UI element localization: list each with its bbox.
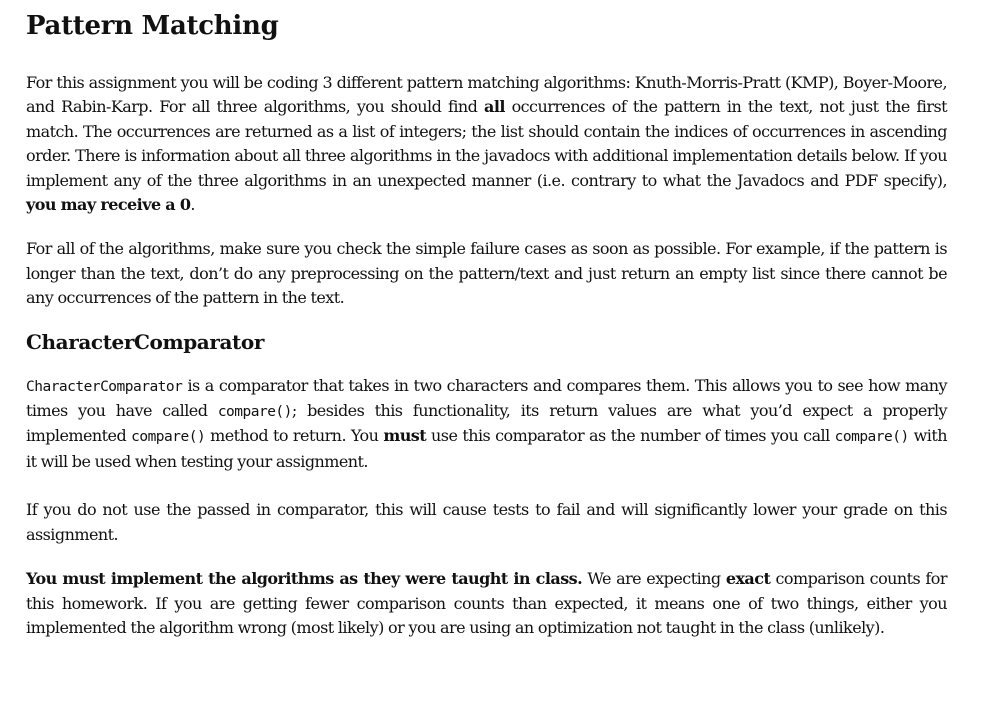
intro-bold-warning: you may receive a 0 [26, 195, 191, 215]
failure-cases-paragraph: For all of the algorithms, make sure you check the simple failure cases as soon as possible. For example, if the pattern is longer than the text, don’t do any preprocessing on the pattern/text and just return an empty list since there cannot be any occurrences of the pattern in the text. [26, 239, 947, 308]
passed-comparator-paragraph: If you do not use the passed in comparator, this will cause tests to fail and will significantly lower your grade on this assignment. [26, 500, 947, 544]
comparator-text-1: is a comparator that takes in two characters and compares them. This allows you to see how many times you have called [26, 375, 947, 421]
comparator-paragraph [26, 374, 947, 475]
exact-counts-paragraph [26, 567, 947, 640]
code-compare-2: compare() [131, 429, 206, 446]
code-character-comparator: CharacterComparator [26, 378, 183, 395]
document-page [26, 0, 947, 640]
exact-bold-taught: You must implement the algorithms as they were taught in class. [26, 569, 583, 589]
page-title: Pattern Matching [26, 11, 279, 41]
exact-bold-exact: exact [725, 569, 771, 589]
intro-text-3: . [190, 195, 195, 215]
comparator-bold-must: must [383, 426, 427, 446]
comparator-text-5: with it will be used when testing your assignment. [26, 426, 948, 471]
intro-paragraph [26, 71, 947, 217]
comparator-text-4: use this comparator as the number of times you call [426, 426, 835, 446]
section-heading-character-comparator: CharacterComparator [26, 329, 264, 354]
exact-text-2: comparison counts for this homework. If you are getting fewer comparison counts than expected, it means one of two things, either you implemented the algorithm wrong (most likely) or you are using an optimization not taught in the class (unlikely). [26, 569, 947, 637]
code-compare-3: compare() [834, 429, 909, 446]
intro-text-1: For this assignment you will be coding 3 different pattern matching algorithms: Knuth-Morris-Pratt (KMP), Boyer-Moore, and Rabin-Karp. For all three algorithms, you should find [26, 73, 947, 117]
intro-bold-all: all [484, 97, 505, 117]
intro-text-2: occurrences of the pattern in the text, not just the first match. The occurrences are returned as a list of integers; the list should contain the indices of occurrences in ascending order. There is information about all three algorithms in the javadocs with additional implementation details below. If you implement any of the three algorithms in an unexpected manner (i.e. contrary to what the Javadocs and PDF specify), [26, 97, 947, 190]
comparator-text-2: ; besides this functionality, its return values are what you’d expect a properly implemented [26, 401, 948, 446]
exact-text-1: We are expecting [582, 569, 726, 589]
code-compare-1: compare() [217, 404, 292, 421]
comparator-text-3: method to return. You [205, 426, 384, 446]
